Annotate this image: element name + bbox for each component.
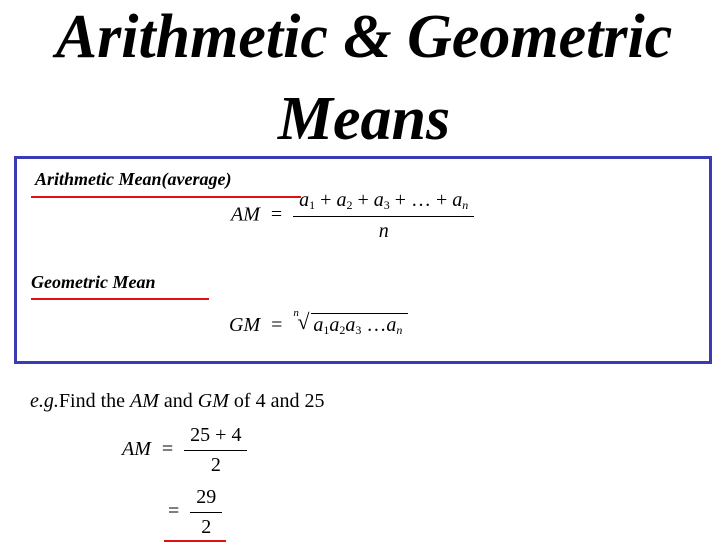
am-numerator: $a_1 + a_2 + a_3$ + … + $a_n$	[293, 189, 474, 217]
am-fraction	[293, 189, 474, 243]
step2-numerator: 29	[190, 486, 222, 513]
step1-lhs: AM	[122, 438, 151, 461]
step1-denominator: 2	[210, 454, 221, 476]
am-lhs: AM	[231, 203, 260, 226]
radicand: $a_1a_2a_3$ $\dots a_n$	[311, 313, 408, 338]
example-step-1	[122, 424, 247, 477]
title-line-2: Means	[277, 85, 451, 153]
root-index: n	[293, 307, 299, 319]
definitions-box	[14, 156, 712, 364]
example-prompt: e.g.Find the AM and GM of 4 and 25	[30, 390, 325, 412]
gm-formula	[229, 307, 408, 338]
step2-denominator: 2	[201, 516, 212, 538]
am-denominator: n	[378, 220, 389, 242]
radical-sign-icon: √	[297, 309, 310, 334]
nth-root	[293, 307, 408, 338]
am-formula	[231, 189, 474, 243]
arithmetic-mean-label: Arithmetic Mean(average)	[35, 169, 232, 189]
step1-fraction	[184, 424, 247, 477]
gm-lhs: GM	[229, 314, 261, 336]
step2-fraction	[190, 486, 222, 539]
geometric-mean-label: Geometric Mean	[31, 272, 156, 292]
example-step-2	[168, 486, 222, 539]
title-line-1: Arithmetic & Geometric	[55, 3, 673, 71]
example-prefix: e.g.	[30, 390, 59, 412]
step2-equals: =	[168, 500, 180, 523]
am-equals: =	[270, 203, 283, 226]
geometric-mean-underline	[31, 298, 209, 300]
step2-underline	[164, 540, 226, 542]
gm-equals: =	[271, 314, 283, 336]
step1-equals: =	[161, 438, 174, 461]
step1-numerator: 25 + 4	[184, 424, 247, 451]
